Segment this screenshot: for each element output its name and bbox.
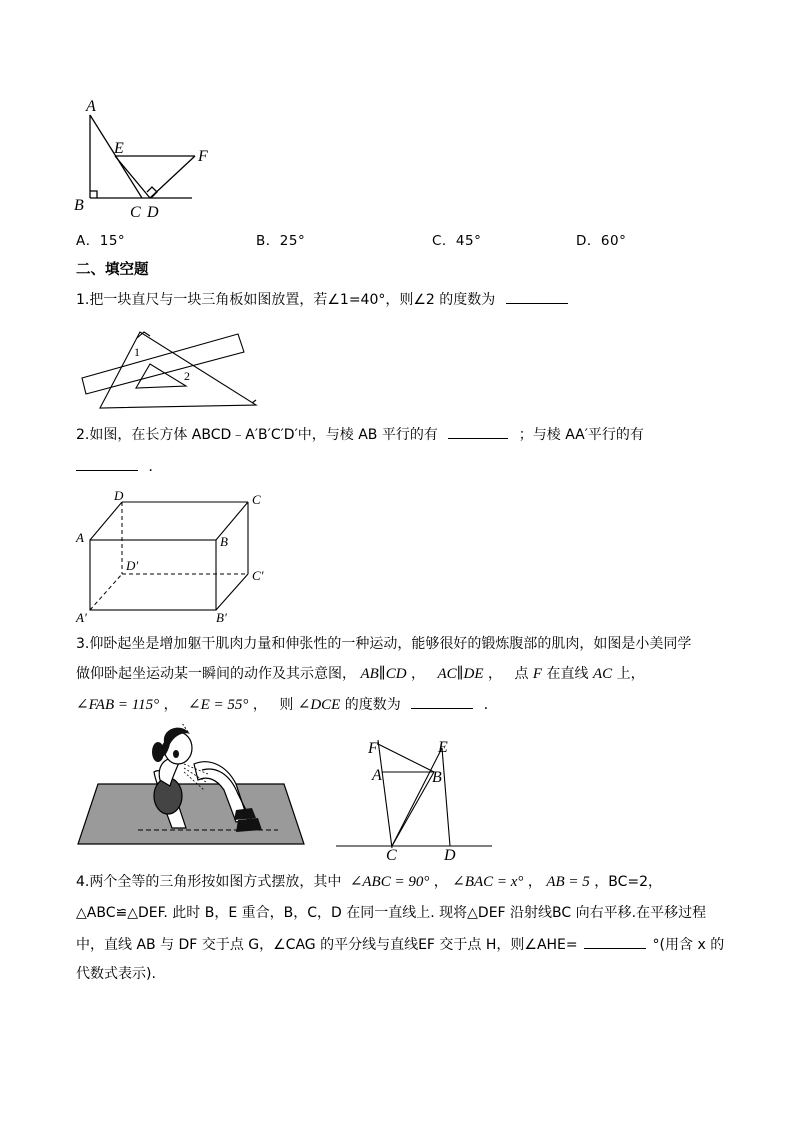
q3-math-ab-cd: AB∥CD [360,666,407,682]
label-f: F [198,148,208,165]
q2-answer-blank-2[interactable] [76,456,138,471]
question-3-line3: ∠FAB = 115° ， ∠E = 55° ， 则 ∠DCE 的度数为 ． [76,694,498,715]
q3-text-d: 上， [616,666,645,682]
q3-math-f: F [532,666,543,682]
q3-label-a: A [372,767,382,784]
q4-text-b: ，BC=2， [594,874,663,890]
q4-text-d: °(用含 x 的 [652,937,725,953]
option-d: D．60° [576,233,627,249]
q3-label-d: D [444,847,456,864]
q1-answer-blank[interactable] [506,289,568,304]
option-c: C．45° [432,233,482,249]
label-b: B [74,197,84,214]
option-a: A．15° [76,233,126,249]
label-d: D [147,204,159,221]
q3-math-dce: ∠DCE [297,697,341,713]
cuboid-label-a: A [76,530,84,545]
cuboid-label-a-prime: A′ [76,610,87,625]
q4-math-ab: AB = 5 [546,874,590,890]
q3-text-b: 点 [514,666,529,682]
situp-illustration [76,724,311,850]
option-b: B．25° [256,233,306,249]
q3-text-e: 则 [279,697,294,713]
cuboid-label-b-prime: B′ [216,610,227,625]
q4-text-c: 中，直线 AB 与 DF 交于点 G，∠CAG 的平分线与直线EF 交于点 H，则∠AHE= [76,937,578,953]
question-1 [76,289,568,310]
q3-math-ac: AC [592,666,613,682]
angle-2-label: 2 [184,369,190,383]
q3-math-e: ∠E = 55° [188,697,249,713]
cuboid-figure [70,488,280,628]
q4-answer-blank[interactable] [584,934,646,949]
q2-text-b: ；与棱 AA′平行的有 [518,427,644,443]
question-2 [76,424,644,445]
cuboid-label-b: B [220,534,228,549]
question-3-line2: 做仰卧起坐运动某一瞬间的动作及其示意图， AB∥CD ， AC∥DE ， 点 F 在直线 AC 上， [76,666,645,682]
q3-label-c: C [386,847,397,864]
q2-text-a: 2.如图，在长方体 ABCD﹣A′B′C′D′中，与棱 AB 平行的有 [76,427,438,443]
section-title: 二、填空题 [76,262,149,278]
q3-label-f: F [368,740,378,757]
cuboid-label-d-prime: D′ [126,558,139,573]
question-3-line1: 3.仰卧起坐是增加躯干肌肉力量和伸张性的一种运动，能够很好的锻炼腹部的肌肉，如图是小美同学 [76,636,692,652]
q3-math-fab: ∠FAB = 115° [76,697,160,713]
question-4-line3 [76,934,724,955]
q1-text: 1.把一块直尺与一块三角板如图放置，若∠1=40°，则∠2 的度数为 [76,292,496,308]
question-2-line2 [76,456,162,477]
q3-answer-blank[interactable] [411,694,473,709]
question-4-line4: 代数式表示). [76,966,156,982]
ruler-triangle-figure [78,328,263,413]
q2-answer-blank-1[interactable] [448,424,508,439]
label-c: C [130,204,141,221]
top-triangle-figure [70,95,230,225]
q2-end: ． [148,459,163,475]
label-a: A [86,98,96,115]
q3-text-c: 在直线 [546,666,589,682]
q3-label-b: B [432,769,442,786]
question-4-line2: △ABC≌△DEF. 此时 B，E 重合，B，C，D 在同一直线上. 现将△DEF 沿射线BC 向右平移.在平移过程 [76,905,707,921]
q3-end: ． [483,697,498,713]
cuboid-label-d: D [114,488,124,503]
q3-text-f: 的度数为 [344,697,401,713]
angle-1-label: 1 [134,345,140,359]
q3-text-a: 做仰卧起坐运动某一瞬间的动作及其示意图， [76,666,356,682]
q3-label-e: E [438,739,448,756]
cuboid-label-c-prime: C′ [252,568,264,583]
cuboid-label-c: C [252,492,261,507]
q4-text-a: 4.两个全等的三角形按如图方式摆放，其中 [76,874,342,890]
question-4-line1: 4.两个全等的三角形按如图方式摆放，其中 ∠ABC = 90° ， ∠BAC = x° ， AB = 5 ，BC=2， [76,874,663,890]
q3-math-ac-de: AC∥DE [437,666,484,682]
q3-geometry-figure [330,736,495,864]
q4-math-bac: ∠BAC = x° [452,874,524,890]
q4-math-abc: ∠ABC = 90° [349,874,430,890]
label-e: E [114,140,124,157]
